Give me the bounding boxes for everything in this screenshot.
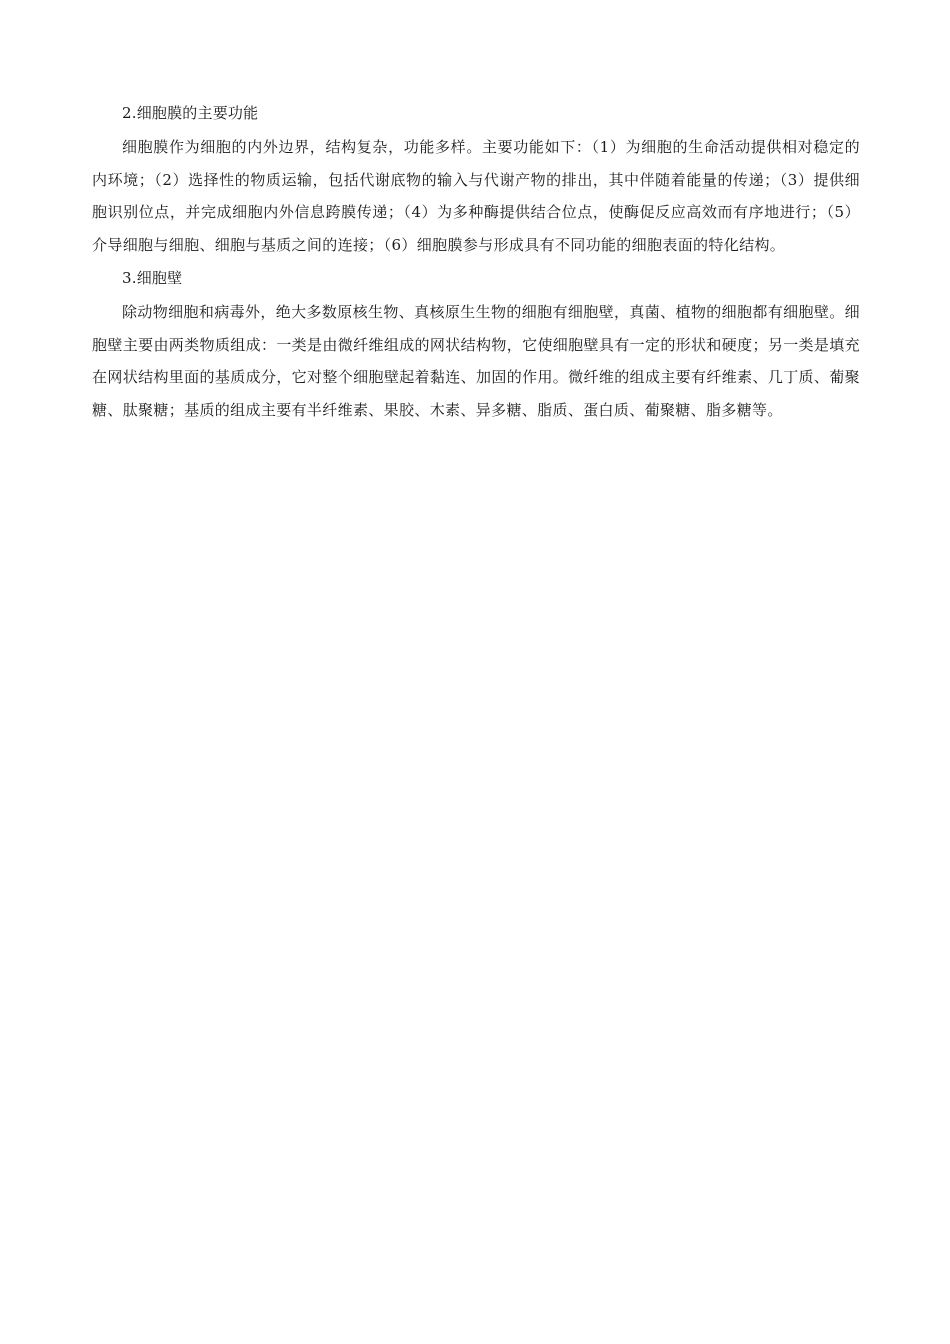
section-heading-cell-membrane-functions: 2.细胞膜的主要功能: [122, 104, 259, 122]
paragraph-cell-membrane-functions: 细胞膜作为细胞的内外边界，结构复杂，功能多样。主要功能如下：（1）为细胞的生命活动提供相对稳定的内环境；（2）选择性的物质运输，包括代谢底物的输入与代谢产物的排出，其中伴随着能量的传递；（3）提供细胞识别位点，并完成细胞内外信息跨膜传递；（4）为多种酶提供结合位点，使酶促反应高效而有序地进行；（5）介导细胞与细胞、细胞与基质之间的连接；（6）细胞膜参与形成具有不同功能的细胞表面的特化结构。: [92, 138, 860, 254]
section-heading-cell-wall: 3.细胞壁: [122, 269, 183, 287]
document-body: [92, 98, 860, 426]
paragraph-cell-wall: 除动物细胞和病毒外，绝大多数原核生物、真核原生生物的细胞有细胞壁，真菌、植物的细胞都有细胞壁。细胞壁主要由两类物质组成：一类是由微纤维组成的网状结构物，它使细胞壁具有一定的形状和硬度；另一类是填充在网状结构里面的基质成分，它对整个细胞壁起着黏连、加固的作用。微纤维的组成主要有纤维素、几丁质、葡聚糖、肽聚糖；基质的组成主要有半纤维素、果胶、木素、异多糖、脂质、蛋白质、葡聚糖、脂多糖等。: [92, 303, 860, 419]
